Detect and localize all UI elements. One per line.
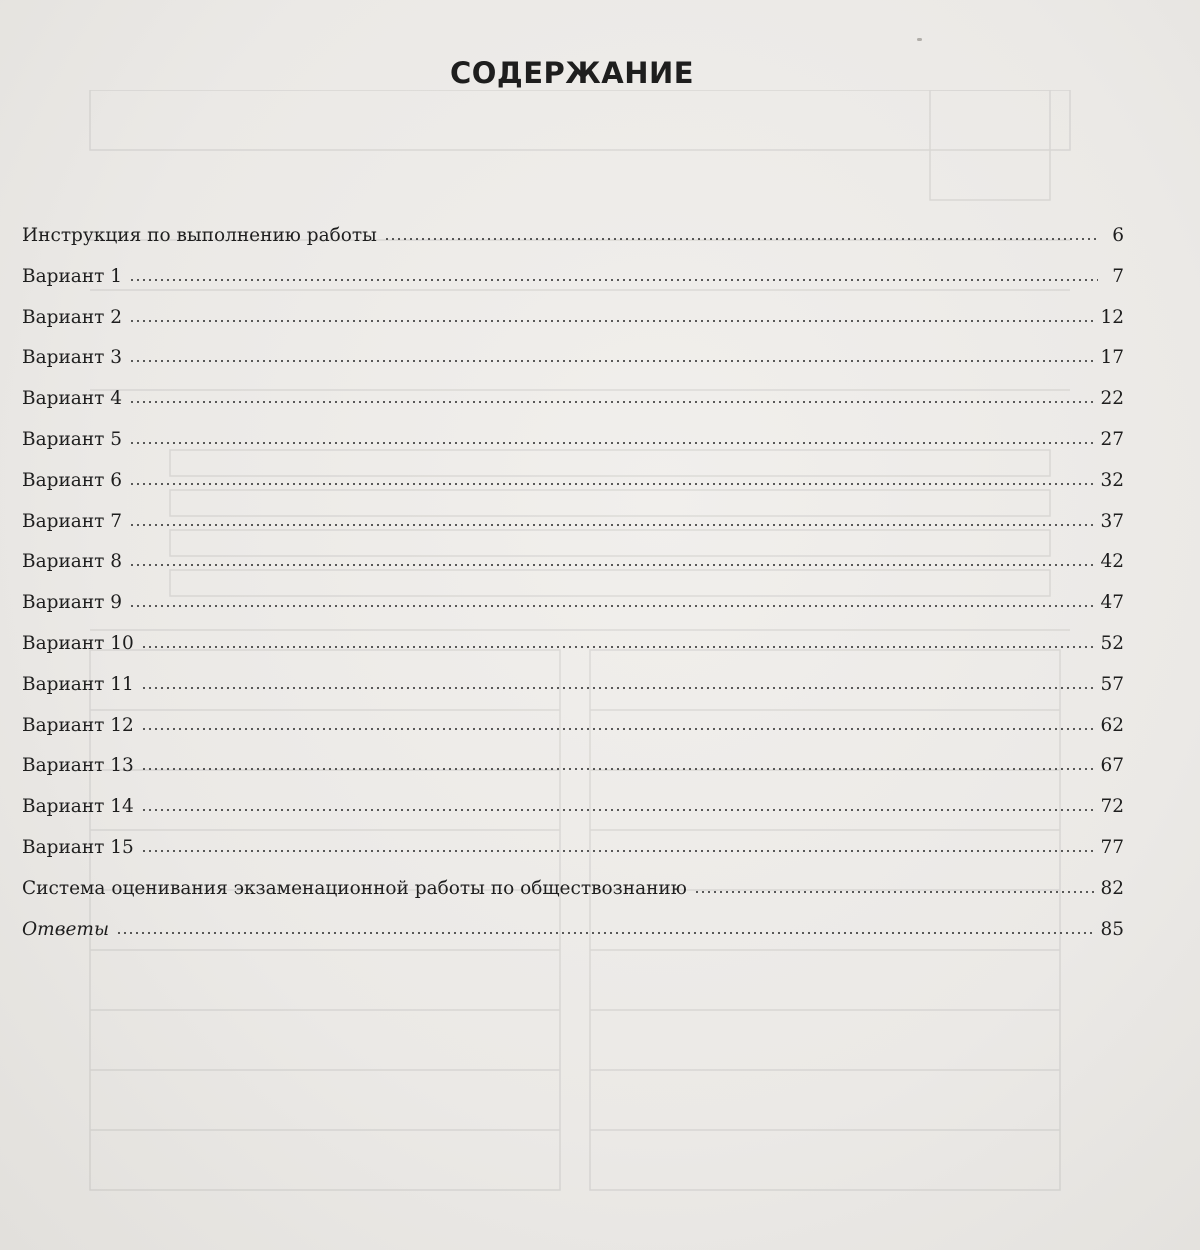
dot-leader [129, 442, 1096, 444]
toc-entry [22, 787, 1124, 828]
toc-entry-page-number: 67 [1100, 755, 1124, 777]
toc-entry [22, 910, 1124, 951]
toc-entry-page-number: 12 [1100, 306, 1124, 328]
toc-entry-page-number: 57 [1100, 673, 1124, 695]
toc-entry-page-number: 37 [1100, 510, 1124, 532]
dot-leader [129, 605, 1096, 607]
toc-entry-label: Вариант 10 [22, 632, 134, 654]
toc-entry [22, 828, 1124, 869]
toc-entry-label: Вариант 11 [22, 673, 134, 695]
toc-entry-label: Вариант 3 [22, 347, 123, 369]
dot-leader [129, 279, 1098, 281]
dot-leader [694, 891, 1097, 893]
toc-entry-label: Вариант 8 [22, 551, 123, 573]
dot-leader [129, 524, 1096, 526]
toc-entry-page-number: 17 [1100, 347, 1124, 369]
dot-leader [141, 687, 1097, 689]
paper-speck [917, 38, 922, 41]
dot-leader [141, 768, 1097, 770]
toc-entry-label: Ответы [22, 918, 110, 940]
toc-entry-label: Вариант 4 [22, 388, 123, 410]
toc-entry [22, 461, 1124, 502]
toc-entry-label: Вариант 14 [22, 796, 134, 818]
dot-leader [129, 483, 1096, 485]
toc-entry [22, 298, 1124, 339]
toc-entry-label: Вариант 5 [22, 428, 123, 450]
toc-entry-page-number: 32 [1100, 469, 1124, 491]
toc-entry [22, 502, 1124, 543]
toc-entry [22, 624, 1124, 665]
toc-entry [22, 216, 1124, 257]
toc-entry-page-number: 22 [1100, 388, 1124, 410]
toc-entry-page-number: 27 [1100, 428, 1124, 450]
toc-entry [22, 665, 1124, 706]
toc-entry [22, 706, 1124, 747]
toc-entry-page-number: 62 [1100, 714, 1124, 736]
toc-entry-label: Вариант 7 [22, 510, 123, 532]
toc-entry-label: Вариант 13 [22, 755, 134, 777]
toc-entry-label: Вариант 2 [22, 306, 123, 328]
dot-leader [116, 932, 1096, 934]
toc-entry-page-number: 42 [1100, 551, 1124, 573]
toc-entry-label: Вариант 15 [22, 836, 134, 858]
dot-leader [141, 646, 1097, 648]
toc-entry-page-number: 82 [1100, 877, 1124, 899]
dot-leader [129, 401, 1096, 403]
toc-entry-page-number: 6 [1112, 225, 1124, 246]
toc-entry [22, 542, 1124, 583]
toc-entry-page-number: 47 [1100, 592, 1124, 614]
toc-entry [22, 257, 1124, 298]
dot-leader [141, 850, 1097, 852]
toc-entry [22, 583, 1124, 624]
toc-entry-label: Вариант 12 [22, 714, 134, 736]
toc-entry [22, 420, 1124, 461]
toc-entry-label: Вариант 9 [22, 592, 123, 614]
toc-entry-page-number: 72 [1100, 796, 1124, 818]
toc-entry-label: Инструкция по выполнению работы [22, 225, 377, 246]
toc-entry-page-number: 52 [1100, 632, 1124, 654]
dot-leader [129, 360, 1096, 362]
page-title: СОДЕРЖАНИЕ [449, 56, 695, 90]
toc-entry-page-number: 77 [1100, 836, 1124, 858]
toc-entry-label: Вариант 1 [22, 265, 123, 287]
toc-entry [22, 746, 1124, 787]
toc-entry [22, 338, 1124, 379]
dot-leader [129, 564, 1096, 566]
dot-leader [129, 320, 1096, 322]
toc-entry-page-number: 85 [1100, 918, 1124, 940]
toc-entry-label: Система оценивания экзаменационной работы по обществознанию [22, 877, 687, 899]
dot-leader [141, 728, 1097, 730]
dot-leader [384, 238, 1098, 240]
toc-entry-page-number: 7 [1112, 265, 1124, 287]
table-of-contents [22, 216, 1124, 950]
toc-entry [22, 869, 1124, 910]
toc-entry-label: Вариант 6 [22, 469, 123, 491]
dot-leader [141, 809, 1097, 811]
toc-entry [22, 379, 1124, 420]
